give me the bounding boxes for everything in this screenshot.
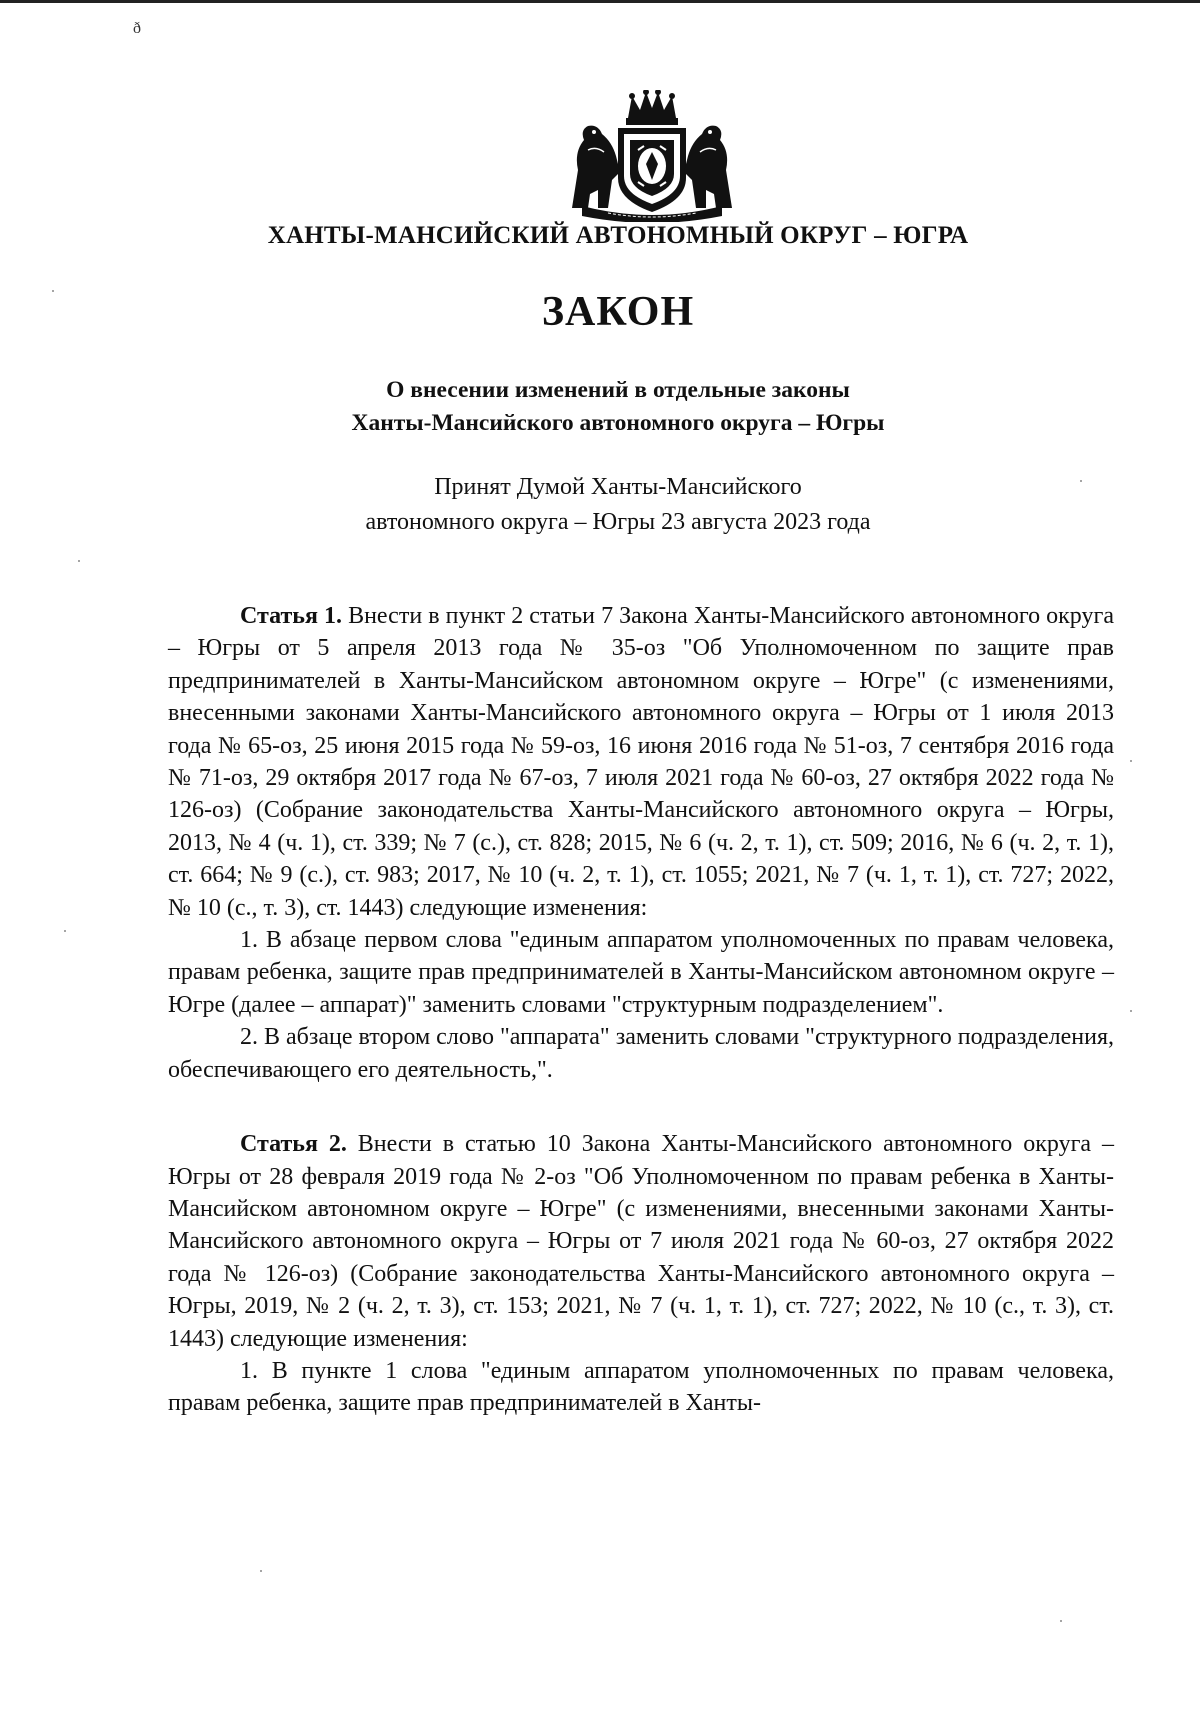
law-body [168,600,1114,1420]
scan-speck [1130,760,1132,762]
scan-speck [52,290,54,292]
article-1-text: Внести в пункт 2 статьи 7 Закона Ханты-Мансийского автономного округа – Югры от 5 апреля 2013 года № 35-оз "Об Уполномоченном по защите прав предпринимателей в Ханты-Мансийском автономном округе – Югре" (с изменениями, внесенными законами Ханты-Мансийского автономного округа – Югры от 1 июля 2013 года № 65-оз, 25 июня 2015 года № 59-оз, 16 июня 2016 года № 51-оз, 7 сентября 2016 года № 71-оз, 29 октября 2017 года № 67-оз, 7 июля 2021 года № 60-оз, 27 октября 2022 года № 126-оз) (Собрание законодательства Ханты-Мансийского автономного округа – Югры, 2013, № 4 (ч. 1), ст. 339; № 7 (с.), ст. 828; 2015, № 6 (ч. 2, т. 1), ст. 509; 2016, № 6 (ч. 2, т. 1), ст. 664; № 9 (с.), ст. 983; 2017, № 10 (ч. 2, т. 1), ст. 1055; 2021, № 7 (ч. 1, т. 1), ст. 727; 2022, № 10 (с., т. 3), ст. 1443) следующие изменения: [168,603,1114,921]
scan-speck [1080,480,1082,482]
article-1-paragraph [168,600,1114,924]
document-type-heading: ЗАКОН [541,289,695,335]
region-heading: ХАНТЫ-МАНСИЙСКИЙ АВТОНОМНЫЙ ОКРУГ – ЮГРА [267,222,969,249]
article-2-paragraph [168,1128,1114,1355]
corner-mark: ð [133,20,141,37]
scan-speck [1130,1010,1132,1012]
article-2-label: Статья 2. [240,1131,347,1158]
article-1-label: Статья 1. [240,603,343,629]
adoption-note [0,470,1200,540]
law-title-line-1: О внесении изменений в отдельные законы [386,377,850,403]
adoption-note-line-2: автономного округа – Югры 23 августа 2023 года [365,509,871,535]
article-1-item-1: 1. В абзаце первом слова "единым аппаратом уполномоченных по правам человека, правам ребенка, защите прав предпринимателей в Ханты-Мансийском автономном округе – Югре (далее – аппарат)" заменить словами "структурным подразделением". [168,927,1114,1018]
law-title [0,374,1200,440]
scan-speck [78,560,80,562]
coat-of-arms-icon [568,90,736,222]
article-2-item-1: 1. В пункте 1 слова "единым аппаратом уполномоченных по правам человека, правам ребенка, защите прав предпринимателей в Ханты- [168,1357,1114,1417]
article-1-item-2: 2. В абзаце втором слово "аппарата" заменить словами "структурного подразделения, обеспечивающего его деятельность,". [168,1024,1114,1083]
scan-speck [260,1570,262,1572]
scan-speck [64,930,66,932]
top-border [0,0,1200,3]
law-title-line-2: Ханты-Мансийского автономного округа – Югры [351,410,885,436]
scan-speck [1060,1620,1062,1622]
adoption-note-line-1: Принят Думой Ханты-Мансийского [434,474,802,500]
article-2-text: Внести в статью 10 Закона Ханты-Мансийского автономного округа – Югры от 28 февраля 2019 года № 2-оз "Об Уполномоченном по правам ребенка в Ханты-Мансийском автономном округе – Югре" (с изменениями, внесенными законами Ханты-Мансийского автономного округа – Югры от 7 июля 2021 года № 60-оз, 27 октября 2022 года № 126-оз) (Собрание законодательства Ханты-Мансийского автономного округа – Югры, 2019, № 2 (ч. 2, т. 3), ст. 153; 2021, № 7 (ч. 1, т. 1), ст. 727; 2022, № 10 (с., т. 3), ст. 1443) следующие изменения: [168,1131,1114,1352]
